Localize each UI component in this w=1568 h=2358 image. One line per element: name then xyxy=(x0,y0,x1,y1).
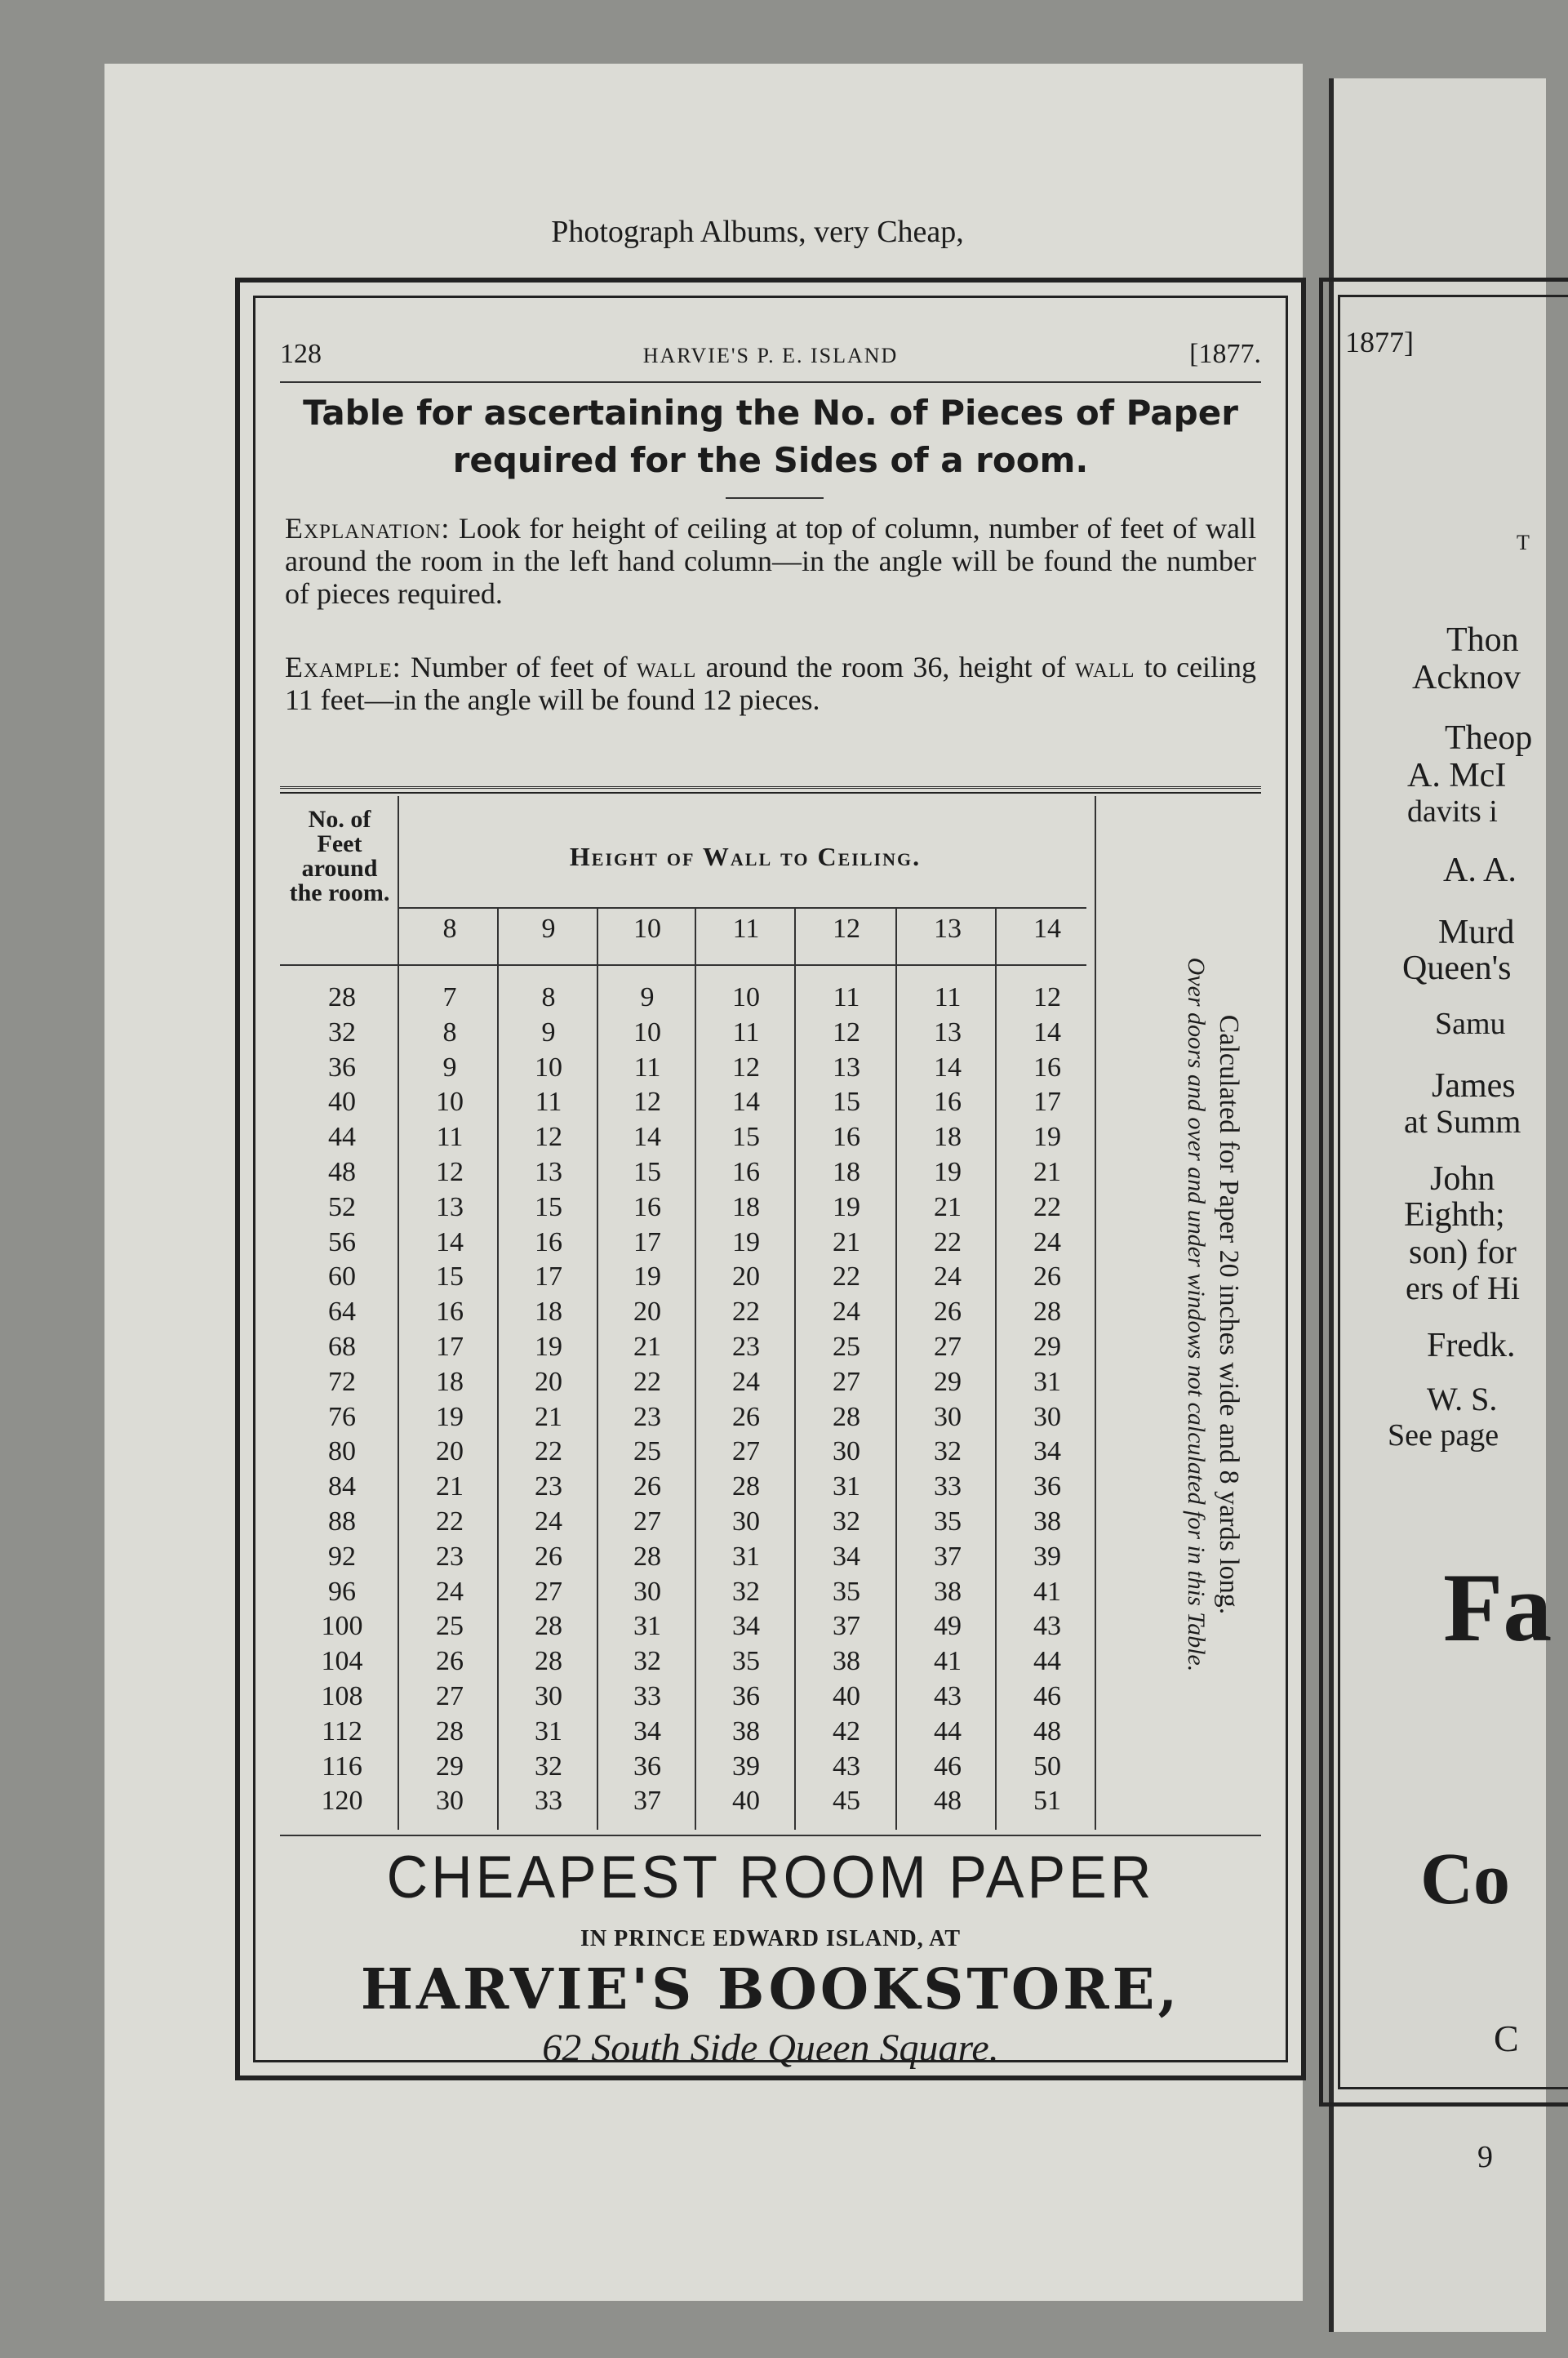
pieces-cell: 51 xyxy=(1033,1786,1061,1817)
height-header-cell: 11 xyxy=(732,914,760,944)
pieces-cell: 31 xyxy=(833,1471,860,1502)
right-page-fragment: Murd xyxy=(1438,914,1515,951)
pieces-cell: 35 xyxy=(934,1506,962,1537)
pieces-cell: 39 xyxy=(1033,1541,1061,1572)
right-page-fragment: davits i xyxy=(1407,794,1498,829)
pieces-cell: 24 xyxy=(535,1506,562,1537)
pieces-cell: 38 xyxy=(833,1646,860,1677)
pieces-cell: 10 xyxy=(633,1017,661,1048)
advert-line-1: CHEAPEST ROOM PAPER xyxy=(386,1844,1155,1911)
right-page-fragment: at Summ xyxy=(1404,1103,1521,1140)
pieces-cell: 10 xyxy=(436,1087,464,1118)
pieces-cell: 24 xyxy=(833,1297,860,1328)
pieces-cell: 9 xyxy=(541,1017,556,1048)
pieces-cell: 32 xyxy=(633,1646,661,1677)
pieces-cell: 19 xyxy=(934,1157,962,1187)
pieces-cell: 11 xyxy=(732,1017,760,1048)
pieces-cell: 10 xyxy=(732,982,760,1012)
feet-cell: 32 xyxy=(328,1017,356,1048)
right-page-fragment: W. S. xyxy=(1427,1381,1498,1417)
pieces-cell: 27 xyxy=(535,1576,562,1607)
pieces-cell: 30 xyxy=(1033,1401,1061,1432)
pieces-cell: 46 xyxy=(1033,1681,1061,1711)
pieces-cell: 34 xyxy=(1033,1436,1061,1467)
pieces-cell: 18 xyxy=(833,1157,860,1187)
pieces-cell: 31 xyxy=(732,1541,760,1572)
pieces-cell: 20 xyxy=(633,1297,661,1328)
pieces-cell: 37 xyxy=(934,1541,962,1572)
pieces-cell: 24 xyxy=(732,1366,760,1397)
pieces-cell: 41 xyxy=(1033,1576,1061,1607)
pieces-cell: 16 xyxy=(535,1226,562,1257)
pieces-cell: 21 xyxy=(934,1191,962,1222)
pieces-cell: 34 xyxy=(732,1611,760,1642)
advert-line-4: 62 South Side Queen Square. xyxy=(542,2027,999,2070)
pieces-cell: 33 xyxy=(934,1471,962,1502)
pieces-cell: 26 xyxy=(732,1401,760,1432)
feet-cell: 112 xyxy=(322,1715,362,1746)
pieces-cell: 19 xyxy=(436,1401,464,1432)
feet-cell: 48 xyxy=(328,1157,356,1187)
running-head xyxy=(280,339,1261,380)
feet-cell: 92 xyxy=(328,1541,356,1572)
page-frame xyxy=(235,278,1306,2080)
pieces-cell: 19 xyxy=(732,1226,760,1257)
pieces-cell: 17 xyxy=(633,1226,661,1257)
pieces-cell: 45 xyxy=(833,1786,860,1817)
feet-cell: 64 xyxy=(328,1297,356,1328)
pieces-cell: 11 xyxy=(535,1087,562,1118)
pieces-cell: 36 xyxy=(732,1681,760,1711)
right-page-fragment: Fa xyxy=(1443,1553,1552,1662)
pieces-cell: 36 xyxy=(633,1751,661,1782)
pieces-cell: 21 xyxy=(833,1226,860,1257)
pieces-cell: 13 xyxy=(833,1052,860,1083)
feet-cell: 36 xyxy=(328,1052,356,1083)
pieces-cell: 27 xyxy=(436,1681,464,1711)
pieces-cell: 16 xyxy=(934,1087,962,1118)
pieces-cell: 30 xyxy=(633,1576,661,1607)
pieces-cell: 9 xyxy=(442,1052,457,1083)
pieces-cell: 14 xyxy=(436,1226,464,1257)
running-year: [1877. xyxy=(1189,339,1261,369)
pieces-cell: 10 xyxy=(535,1052,562,1083)
table-top-rule xyxy=(280,786,1261,794)
pieces-cell: 18 xyxy=(934,1122,962,1153)
example-label: Example: xyxy=(285,651,402,683)
right-page-fragment: C xyxy=(1494,2018,1519,2059)
pieces-cell: 38 xyxy=(732,1715,760,1746)
pieces-cell: 49 xyxy=(934,1611,962,1642)
pieces-cell: 38 xyxy=(934,1576,962,1607)
pieces-cell: 25 xyxy=(833,1332,860,1362)
side-note-text xyxy=(1179,812,1245,1817)
page-number: 128 xyxy=(280,339,322,369)
pieces-cell: 23 xyxy=(732,1332,760,1362)
right-page-year: 1877] xyxy=(1345,326,1414,358)
pieces-cell: 35 xyxy=(833,1576,860,1607)
pieces-cell: 29 xyxy=(436,1751,464,1782)
height-header-cell: 13 xyxy=(934,914,962,944)
pieces-cell: 28 xyxy=(436,1715,464,1746)
pieces-cell: 22 xyxy=(732,1297,760,1328)
height-header-cell: 9 xyxy=(541,914,556,944)
pieces-cell: 30 xyxy=(833,1436,860,1467)
pieces-cell: 15 xyxy=(436,1261,464,1292)
example-paragraph xyxy=(285,651,1256,716)
title-rule xyxy=(726,497,824,499)
pieces-cell: 30 xyxy=(934,1401,962,1432)
feet-cell: 80 xyxy=(328,1436,356,1467)
pieces-cell: 48 xyxy=(1033,1715,1061,1746)
feet-cell: 76 xyxy=(328,1401,356,1432)
explanation-text: Look for height of ceiling at top of column, number of feet of wall around the room in the left hand column—in the angle will be found the number of pieces required. xyxy=(285,512,1256,610)
right-page-fragment: Acknov xyxy=(1412,659,1521,696)
pieces-cell: 31 xyxy=(1033,1366,1061,1397)
example-text-3: to ceiling 11 feet—in the angle will be found 12 pieces. xyxy=(285,651,1257,716)
pieces-cell: 24 xyxy=(1033,1226,1061,1257)
pieces-cell: 8 xyxy=(541,982,556,1012)
pieces-cell: 43 xyxy=(934,1681,962,1711)
right-page-fragment: ers of Hi xyxy=(1406,1270,1520,1306)
pieces-cell: 32 xyxy=(535,1751,562,1782)
pieces-cell: 50 xyxy=(1033,1751,1061,1782)
pieces-cell: 20 xyxy=(535,1366,562,1397)
pieces-cell: 23 xyxy=(436,1541,464,1572)
side-note-line-2: Over doors and over and under windows not calculated for in this Table. xyxy=(1183,957,1210,1672)
feet-cell: 28 xyxy=(328,982,356,1012)
feet-cell: 68 xyxy=(328,1332,356,1362)
pieces-cell: 16 xyxy=(436,1297,464,1328)
pieces-cell: 43 xyxy=(833,1751,860,1782)
feet-cell: 88 xyxy=(328,1506,356,1537)
pieces-cell: 28 xyxy=(1033,1297,1061,1328)
pieces-cell: 27 xyxy=(732,1436,760,1467)
pieces-cell: 12 xyxy=(732,1052,760,1083)
table-column-rule xyxy=(398,796,399,1830)
pieces-cell: 12 xyxy=(535,1122,562,1153)
pieces-cell: 7 xyxy=(442,982,457,1012)
head-rule xyxy=(280,381,1261,383)
feet-cell: 60 xyxy=(328,1261,356,1292)
pieces-cell: 9 xyxy=(640,982,655,1012)
right-page-fragment: John xyxy=(1430,1160,1495,1198)
height-column-header: Height of Wall to Ceiling. xyxy=(569,842,922,871)
pieces-cell: 16 xyxy=(732,1157,760,1187)
pieces-cell: 17 xyxy=(436,1332,464,1362)
pieces-cell: 18 xyxy=(436,1366,464,1397)
pieces-cell: 15 xyxy=(833,1087,860,1118)
pieces-cell: 14 xyxy=(934,1052,962,1083)
pieces-cell: 42 xyxy=(833,1715,860,1746)
running-title: HARVIE'S P. E. ISLAND xyxy=(642,344,899,367)
pieces-cell: 20 xyxy=(732,1261,760,1292)
pieces-cell: 24 xyxy=(934,1261,962,1292)
pieces-cell: 34 xyxy=(833,1541,860,1572)
right-page-fragment: Eighth; xyxy=(1404,1196,1505,1234)
pieces-cell: 24 xyxy=(436,1576,464,1607)
pieces-cell: 48 xyxy=(934,1786,962,1817)
pieces-cell: 11 xyxy=(934,982,962,1012)
right-page-fragment: See page xyxy=(1388,1418,1499,1453)
right-page-fragment: Theop xyxy=(1445,719,1533,757)
right-page-fragment: Samu xyxy=(1435,1007,1506,1041)
header-bottom-rule xyxy=(280,964,1086,966)
paper-table xyxy=(280,796,1242,1830)
pieces-cell: 28 xyxy=(732,1471,760,1502)
feet-cell: 104 xyxy=(321,1646,363,1677)
side-note xyxy=(1098,796,1245,1830)
pieces-cell: 16 xyxy=(633,1191,661,1222)
pieces-cell: 13 xyxy=(535,1157,562,1187)
advert-line-3: HARVIE'S BOOKSTORE, xyxy=(360,1957,1181,2022)
pieces-cell: 19 xyxy=(1033,1122,1061,1153)
pieces-cell: 28 xyxy=(535,1611,562,1642)
pieces-cell: 11 xyxy=(633,1052,661,1083)
right-page-fragment: A. A. xyxy=(1443,852,1517,889)
feet-cell: 96 xyxy=(328,1576,356,1607)
pieces-cell: 44 xyxy=(1033,1646,1061,1677)
pieces-cell: 21 xyxy=(436,1471,464,1502)
example-word-wall: wall xyxy=(636,651,697,683)
pieces-cell: 14 xyxy=(633,1122,661,1153)
pieces-cell: 34 xyxy=(633,1715,661,1746)
example-text-2: around the room 36, height of xyxy=(705,651,1066,683)
pieces-cell: 33 xyxy=(535,1786,562,1817)
pieces-cell: 22 xyxy=(934,1226,962,1257)
feet-cell: 56 xyxy=(328,1226,356,1257)
pieces-cell: 12 xyxy=(633,1087,661,1118)
height-header-cell: 10 xyxy=(633,914,661,944)
header-rule xyxy=(398,907,1086,909)
table-bottom-rule xyxy=(280,1835,1261,1836)
feet-cell: 116 xyxy=(322,1751,362,1782)
pieces-cell: 22 xyxy=(436,1506,464,1537)
pieces-cell: 20 xyxy=(436,1436,464,1467)
pieces-cell: 19 xyxy=(535,1332,562,1362)
side-note-line-1: Calculated for Paper 20 inches wide and 8 yards long. xyxy=(1214,1014,1244,1615)
feet-column-header: No. of Feet around the room. xyxy=(289,806,390,906)
top-advert-line: Photograph Albums, very Cheap, xyxy=(551,215,964,249)
pieces-cell: 39 xyxy=(732,1751,760,1782)
pieces-cell: 14 xyxy=(732,1087,760,1118)
pieces-cell: 17 xyxy=(1033,1087,1061,1118)
right-page-fragment: Co xyxy=(1420,1839,1510,1920)
pieces-cell: 21 xyxy=(633,1332,661,1362)
pieces-cell: 30 xyxy=(732,1506,760,1537)
pieces-cell: 38 xyxy=(1033,1506,1061,1537)
pieces-cell: 25 xyxy=(436,1611,464,1642)
pieces-cell: 29 xyxy=(1033,1332,1061,1362)
pieces-cell: 12 xyxy=(1033,982,1061,1012)
right-page-fragment: son) for xyxy=(1409,1234,1517,1271)
pieces-cell: 33 xyxy=(633,1681,661,1711)
pieces-cell: 26 xyxy=(934,1297,962,1328)
right-page-fragment: Queen's xyxy=(1402,950,1512,987)
pieces-cell: 27 xyxy=(633,1506,661,1537)
pieces-cell: 15 xyxy=(633,1157,661,1187)
pieces-cell: 22 xyxy=(535,1436,562,1467)
pieces-cell: 17 xyxy=(535,1261,562,1292)
pieces-cell: 32 xyxy=(732,1576,760,1607)
pieces-cell: 22 xyxy=(1033,1191,1061,1222)
pieces-cell: 43 xyxy=(1033,1611,1061,1642)
feet-cell: 40 xyxy=(328,1087,356,1118)
pieces-cell: 19 xyxy=(833,1191,860,1222)
page-title: Table for ascertaining the No. of Pieces of Paper required for the Sides of a room. xyxy=(303,393,1238,480)
pieces-cell: 13 xyxy=(436,1191,464,1222)
feet-cell: 84 xyxy=(328,1471,356,1502)
pieces-cell: 19 xyxy=(633,1261,661,1292)
right-page-fragment: James xyxy=(1432,1067,1516,1105)
pieces-cell: 41 xyxy=(934,1646,962,1677)
pieces-cell: 37 xyxy=(833,1611,860,1642)
pieces-cell: 22 xyxy=(833,1261,860,1292)
pieces-cell: 46 xyxy=(934,1751,962,1782)
pieces-cell: 12 xyxy=(436,1157,464,1187)
pieces-cell: 28 xyxy=(633,1541,661,1572)
pieces-cell: 26 xyxy=(436,1646,464,1677)
pieces-cell: 31 xyxy=(633,1611,661,1642)
pieces-cell: 40 xyxy=(732,1786,760,1817)
pieces-cell: 14 xyxy=(1033,1017,1061,1048)
pieces-cell: 25 xyxy=(633,1436,661,1467)
pieces-cell: 8 xyxy=(442,1017,457,1048)
page-frame-inner xyxy=(253,296,1288,2070)
pieces-cell: 18 xyxy=(732,1191,760,1222)
pieces-cell: 11 xyxy=(833,982,860,1012)
explanation-paragraph xyxy=(285,512,1256,610)
pieces-cell: 15 xyxy=(732,1122,760,1153)
pieces-cell: 31 xyxy=(535,1715,562,1746)
feet-cell: 44 xyxy=(328,1122,356,1153)
pieces-cell: 23 xyxy=(535,1471,562,1502)
example-text-1: Number of feet of xyxy=(411,651,628,683)
right-page-fragment: Thon xyxy=(1446,621,1519,659)
pieces-cell: 29 xyxy=(934,1366,962,1397)
pieces-cell: 16 xyxy=(833,1122,860,1153)
pieces-cell: 30 xyxy=(436,1786,464,1817)
pieces-cell: 30 xyxy=(535,1681,562,1711)
pieces-cell: 26 xyxy=(633,1471,661,1502)
pieces-cell: 26 xyxy=(535,1541,562,1572)
pieces-cell: 12 xyxy=(833,1017,860,1048)
pieces-cell: 36 xyxy=(1033,1471,1061,1502)
pieces-cell: 16 xyxy=(1033,1052,1061,1083)
pieces-cell: 11 xyxy=(436,1122,464,1153)
height-header-cell: 14 xyxy=(1033,914,1061,944)
feet-cell: 72 xyxy=(328,1366,356,1397)
pieces-cell: 22 xyxy=(633,1366,661,1397)
pieces-cell: 28 xyxy=(833,1401,860,1432)
example-word-wall-2: wall xyxy=(1075,651,1135,683)
right-page-fragment: 9 xyxy=(1477,2140,1493,2174)
height-header-cell: 12 xyxy=(833,914,860,944)
feet-cell: 120 xyxy=(321,1786,363,1817)
pieces-cell: 23 xyxy=(633,1401,661,1432)
pieces-cell: 37 xyxy=(633,1786,661,1817)
pieces-cell: 26 xyxy=(1033,1261,1061,1292)
pieces-cell: 27 xyxy=(934,1332,962,1362)
pieces-cell: 27 xyxy=(833,1366,860,1397)
explanation-label: Explanation: xyxy=(285,512,451,545)
pieces-cell: 28 xyxy=(535,1646,562,1677)
pieces-cell: 35 xyxy=(732,1646,760,1677)
pieces-cell: 15 xyxy=(535,1191,562,1222)
height-header-cell: 8 xyxy=(442,914,457,944)
pieces-cell: 13 xyxy=(934,1017,962,1048)
feet-cell: 52 xyxy=(328,1191,356,1222)
feet-cell: 100 xyxy=(321,1611,363,1642)
pieces-cell: 40 xyxy=(833,1681,860,1711)
pieces-cell: 32 xyxy=(934,1436,962,1467)
pieces-cell: 32 xyxy=(833,1506,860,1537)
pieces-cell: 21 xyxy=(535,1401,562,1432)
right-page-fragment: T xyxy=(1517,531,1530,554)
right-page-fragment: Fredk. xyxy=(1427,1327,1516,1364)
pieces-cell: 44 xyxy=(934,1715,962,1746)
right-page-fragment: A. McI xyxy=(1407,757,1507,794)
pieces-cell: 21 xyxy=(1033,1157,1061,1187)
feet-cell: 108 xyxy=(321,1681,363,1711)
advert-line-2: IN PRINCE EDWARD ISLAND, AT xyxy=(580,1926,961,1951)
pieces-cell: 18 xyxy=(535,1297,562,1328)
